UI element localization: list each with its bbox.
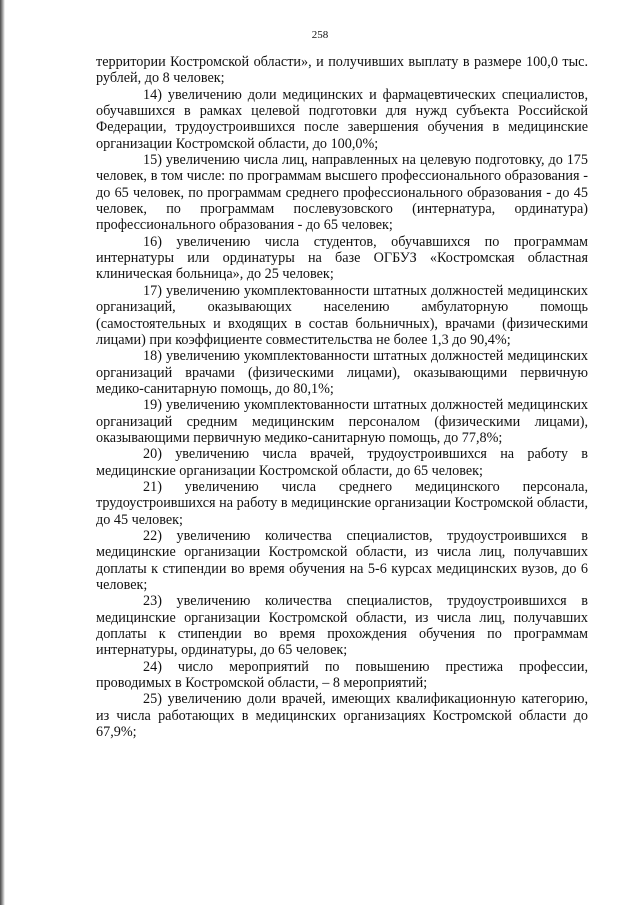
document-body: [96, 54, 588, 740]
paragraph-continuation: территории Костромской области», и получивших выплату в размере 100,0 тыс. рублей, до 8 человек;: [96, 54, 588, 87]
paragraph-item-14: 14) увеличению доли медицинских и фармацевтических специалистов, обучавшихся в рамках целевой подготовки для нужд субъекта Российской Федерации, трудоустроившихся после завершения обучения в медицинские организации Костромской области, до 100,0%;: [96, 86, 588, 152]
scan-edge-shadow: [0, 0, 5, 905]
paragraph-item-16: 16) увеличению числа студентов, обучавшихся по программам интернатуры или ординатуры на базе ОГБУЗ «Костромская областная клиническая больница», до 25 человек;: [96, 233, 588, 283]
paragraph-item-25: 25) увеличению доли врачей, имеющих квалификационную категорию, из числа работающих в медицинских организациях Костромской области до 67,9%;: [96, 691, 588, 741]
paragraph-item-15: 15) увеличению числа лиц, направленных на целевую подготовку, до 175 человек, в том числе: по программам высшего профессионального образования - до 65 человек, по программам среднего профессионального образования - до 45 человек, по программам послевузовского (интернатура, ординатура) профессионального образования - до 65 человек;: [96, 152, 588, 234]
page-number: 258: [311, 29, 329, 41]
paragraph-item-23: 23) увеличению количества специалистов, трудоустроившихся в медицинские организации Костромской области, из числа лиц, получавших доплаты к стипендии во время прохождения обучения по программам интернатуры, ординатуры, до 65 человек;: [96, 593, 588, 659]
paragraph-item-20: 20) увеличению числа врачей, трудоустроившихся на работу в медицинские организации Костромской области, до 65 человек;: [96, 446, 588, 479]
paragraph-item-22: 22) увеличению количества специалистов, трудоустроившихся в медицинские организации Костромской области, из числа лиц, получавших доплаты к стипендии во время обучения на 5-6 курсах медицинских вузов, до 6 человек;: [96, 527, 588, 593]
paragraph-item-24: 24) число мероприятий по повышению престижа профессии, проводимых в Костромской области, – 8 мероприятий;: [96, 658, 588, 692]
paragraph-item-18: 18) увеличению укомплектованности штатных должностей медицинских организаций врачами (физическими лицами), оказывающими первичную медико-санитарную помощь, до 80,1%;: [96, 348, 588, 397]
paragraph-item-19: 19) увеличению укомплектованности штатных должностей медицинских организаций средним медицинским персоналом (физическими лицами), оказывающими первичную медико-санитарную помощь, до 77,8%;: [96, 397, 588, 446]
paragraph-item-17: 17) увеличению укомплектованности штатных должностей медицинских организаций, оказывающих населению амбулаторную помощь (самостоятельных и входящих в состав больничных), врачами (физическими лицами) при коэффициенте совместительства не более 1,3 до 90,4%;: [96, 282, 588, 348]
paragraph-item-21: 21) увеличению числа среднего медицинского персонала, трудоустроившихся на работу в медицинские организации Костромской области, до 45 человек;: [96, 478, 588, 528]
